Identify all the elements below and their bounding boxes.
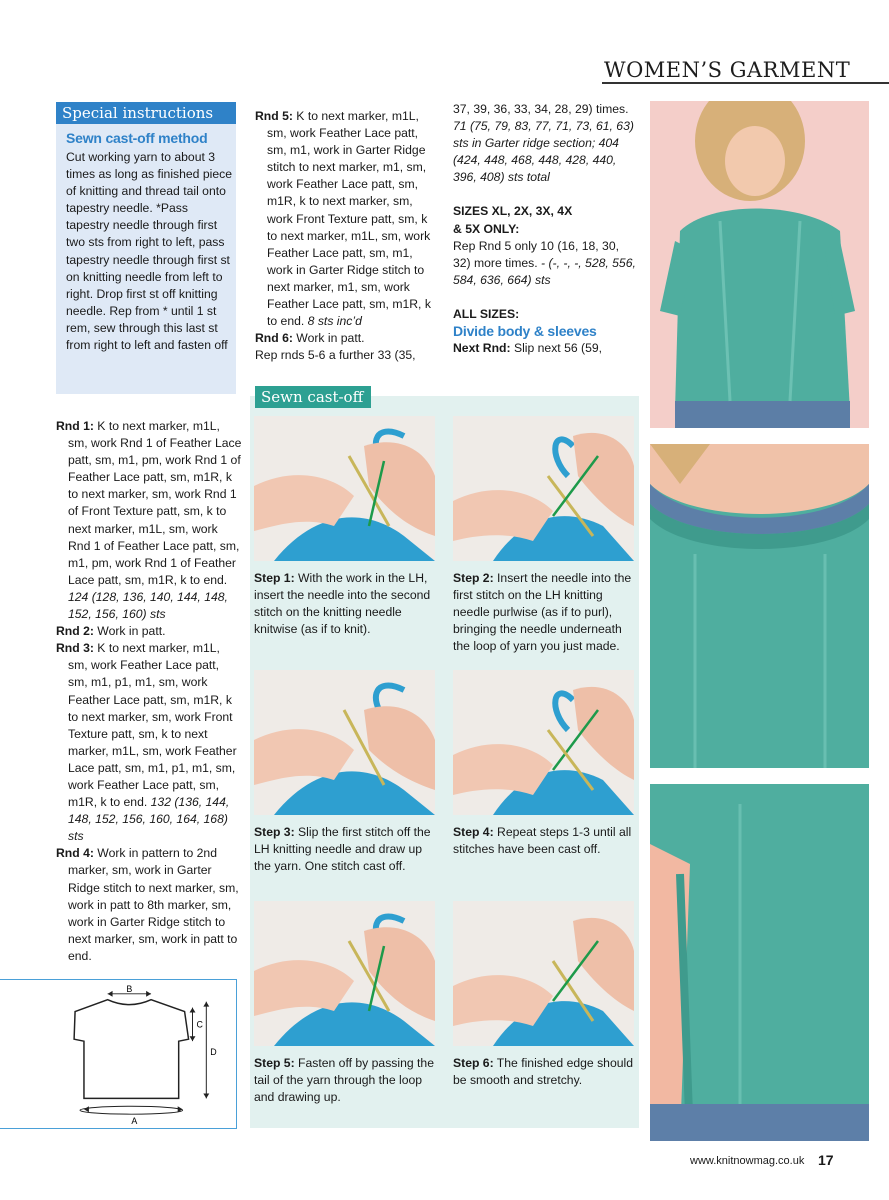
knitting-hands-image: [254, 670, 435, 815]
round-label: Rnd 4:: [56, 846, 94, 861]
round-3: [56, 640, 242, 845]
round-text: Slip next 56 (59,: [510, 341, 603, 356]
next-round: [453, 340, 638, 357]
all-sizes-text: ALL SIZES:: [453, 306, 520, 321]
step-4-photo: [453, 670, 634, 815]
round-text: K to next marker, m1L, sm, work Rnd 1 of Feather Lace patt, sm, m1, pm, work Rnd 1 of Feather Lace patt, sm, m1R, k to next marker, sm, work Rnd 1 of Front Texture patt, sm, k to next marker, m1L, sm, work Rnd 1 of Feather Lace patt, sm, m1, pm, work Rnd 1 of Feather Lace patt, sm, m1R, k to end.: [68, 419, 242, 587]
step-3-photo: [254, 670, 435, 815]
round-text: Work in pattern to 2nd marker, sm, work in Garter Ridge stitch to next marker, sm, work in patt to 8th marker, sm, work in Garter Ridge stitch to next marker, sm, work in patt to end.: [68, 846, 239, 963]
knitting-hands-image: [453, 670, 634, 815]
step-3-caption: [254, 824, 438, 875]
round-label: Rnd 5:: [255, 109, 293, 123]
model-back-photo: [650, 101, 869, 428]
step-text: The finished edge should be smooth and stretchy.: [453, 1056, 633, 1088]
round-text: Work in patt.: [93, 624, 166, 639]
label-b: B: [126, 983, 133, 994]
step-4-caption: [453, 824, 637, 858]
round-text: K to next marker, m1L, sm, work Feather Lace patt, sm, m1, work in Garter Ridge stitch to next marker, m1, sm, work Feather Lace patt, sm, m1R, k to next marker, sm, work Front Texture patt, sm, k to next marker, m1L, sm, work Feather Lace patt, sm, m1, work in Garter Ridge stitch to next marker, m1, sm, work Feather Lace patt, sm, m1R, k to end.: [267, 109, 431, 329]
sewn-castoff-title: Sewn cast-off: [255, 386, 371, 408]
knitting-hands-image: [254, 416, 435, 561]
round-label: Next Rnd:: [453, 341, 511, 356]
label-a: A: [131, 1116, 138, 1127]
step-6-photo: [453, 901, 634, 1046]
stitch-count: 132 (136, 144, 148, 152, 156, 160, 164, 168) sts: [68, 795, 230, 844]
round-label: Rnd 1:: [56, 419, 94, 433]
model-wearing-top-image: [650, 101, 869, 428]
step-5-photo: [254, 901, 435, 1046]
repeat-instruction-cont: [453, 101, 638, 186]
round-6: [255, 330, 435, 347]
side-detail-image: [650, 784, 869, 1141]
knitting-hands-image: [453, 901, 634, 1046]
step-label: Step 1:: [254, 571, 295, 585]
round-label: Rnd 3:: [56, 641, 94, 656]
special-instructions-body: Cut working yarn to about 3 times as long as finished piece of knitting and thread tail onto tapestry needle. *Pass tapestry needle through first two sts from right to left, pass tapestry needle through first st on knitting needle from left to right. Drop first st off knitting needle. Rep from * until 1 st rem, sew through this last st from right to left and fasten off: [66, 150, 232, 353]
step-label: Step 5:: [254, 1056, 295, 1070]
schematic-drawing: [0, 980, 236, 1128]
pattern-column-2: [255, 108, 435, 364]
step-text: With the work in the LH, insert the needle into the second stitch on the knitting needle knitwise (as if to knit).: [254, 571, 431, 637]
footer-url[interactable]: www.knitnowmag.co.uk: [690, 1155, 805, 1167]
pattern-column-1: [56, 418, 242, 965]
round-2: [56, 623, 242, 640]
step-text: Fasten off by passing the tail of the yarn through the loop and drawing up.: [254, 1056, 434, 1105]
back-neck-detail-photo: [650, 444, 869, 768]
sizes-heading-text: SIZES XL, 2X, 3X, 4X & 5X ONLY:: [453, 204, 573, 236]
knitting-hands-image: [453, 416, 634, 561]
step-label: Step 6:: [453, 1056, 494, 1070]
step-6-caption: [453, 1055, 637, 1089]
stitch-count: 8 sts inc’d: [307, 314, 362, 329]
section-header: [602, 58, 889, 84]
step-label: Step 4:: [453, 825, 494, 839]
garment-schematic: [0, 979, 237, 1129]
step-text: Slip the first stitch off the LH knitting needle and draw up the yarn. One stitch cast off.: [254, 825, 431, 874]
pattern-column-3: [453, 101, 638, 357]
step-label: Step 2:: [453, 571, 494, 585]
divide-heading: Divide body & sleeves: [453, 323, 597, 340]
round-label: Rnd 6:: [255, 331, 293, 346]
side-seam-detail-photo: [650, 784, 869, 1141]
round-5: [255, 108, 435, 330]
round-4: [56, 845, 242, 965]
step-text: Insert the needle into the first stitch on the LH knitting needle purlwise (as if to purl), bringing the needle underneath the loop of yarn you just made.: [453, 571, 632, 654]
step-1-caption: [254, 570, 438, 638]
step-1-photo: [254, 416, 435, 561]
special-instructions-box: [56, 102, 236, 394]
section-title: WOMEN’S GARMENT: [604, 58, 851, 82]
special-instructions-title: Special instructions: [56, 102, 236, 124]
stitch-count: 71 (75, 79, 83, 77, 71, 73, 61, 63) sts in Garter ridge section; 404 (424, 448, 468, 448, 428, 440, 396, 408) sts total: [453, 119, 634, 185]
step-label: Step 3:: [254, 825, 295, 839]
sizes-instruction: [453, 238, 638, 289]
round-text: Work in patt.: [292, 331, 365, 346]
repeat-text-start: Rep rnds 5-6 a further 33 (35,: [255, 348, 416, 363]
all-sizes-heading: [453, 306, 638, 323]
step-5-caption: [254, 1055, 438, 1106]
stitch-count: - (-, -, -, 528, 556, 584, 636, 664) sts: [453, 255, 636, 287]
label-d: D: [210, 1046, 217, 1057]
sizes-text: Rep Rnd 5 only 10 (16, 18, 30, 32) more times.: [453, 238, 619, 270]
page-number: 17: [818, 1152, 834, 1168]
round-text: K to next marker, m1L, sm, work Feather Lace patt, sm, m1, p1, m1, sm, work Feather Lace patt, sm, m1R, k to next marker, sm, work Front Texture patt, sm, k to next marker, m1L, sm, work Feather Lace patt, sm, m1, p1, m1, sm, work Feather Lace patt, sm, m1R, k to end.: [68, 641, 237, 810]
special-instructions-subtitle: Sewn cast-off method: [66, 130, 208, 146]
repeat-instruction: [255, 347, 435, 364]
step-2-caption: [453, 570, 637, 655]
round-1: [56, 418, 242, 623]
stitch-count: 124 (128, 136, 140, 144, 148, 152, 156, 160) sts: [68, 589, 228, 622]
knitting-hands-image: [254, 901, 435, 1046]
step-2-photo: [453, 416, 634, 561]
repeat-text: 37, 39, 36, 33, 34, 28, 29) times.: [453, 102, 629, 116]
sizes-heading: [453, 203, 583, 237]
round-label: Rnd 2:: [56, 624, 94, 639]
label-c: C: [196, 1019, 203, 1030]
sewn-castoff-box: [250, 388, 639, 1128]
step-text: Repeat steps 1-3 until all stitches have been cast off.: [453, 825, 632, 857]
neckline-detail-image: [650, 444, 869, 768]
